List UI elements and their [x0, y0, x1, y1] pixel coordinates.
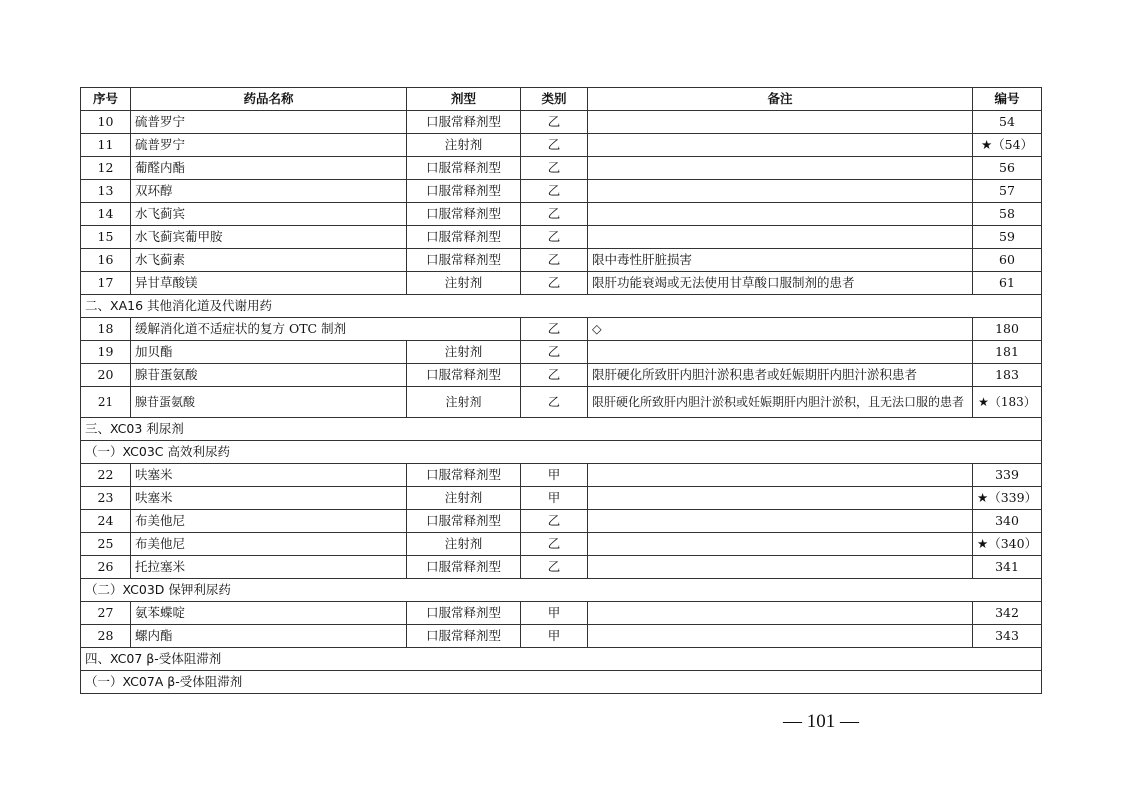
- cell-code: ★（339）: [973, 487, 1042, 510]
- cell-code: 59: [973, 226, 1042, 249]
- cell-no: 13: [81, 180, 131, 203]
- cell-category: 乙: [521, 387, 588, 418]
- cell-category: 乙: [521, 249, 588, 272]
- table-row: [81, 249, 1042, 272]
- cell-no: 11: [81, 134, 131, 157]
- cell-no: 27: [81, 602, 131, 625]
- section-row: [81, 671, 1042, 694]
- cell-name: 腺苷蛋氨酸: [131, 364, 407, 387]
- cell-no: 21: [81, 387, 131, 418]
- table-row: [81, 602, 1042, 625]
- section-title: （一）XC07A β-受体阻滞剂: [81, 671, 1042, 694]
- cell-category: 乙: [521, 157, 588, 180]
- table-row: [81, 341, 1042, 364]
- cell-name: 水飞蓟素: [131, 249, 407, 272]
- header-code: 编号: [973, 88, 1042, 111]
- cell-name: 氨苯蝶啶: [131, 602, 407, 625]
- cell-name: 水飞蓟宾: [131, 203, 407, 226]
- cell-form: 注射剂: [407, 387, 521, 418]
- cell-remarks: [588, 602, 973, 625]
- cell-no: 24: [81, 510, 131, 533]
- cell-category: 乙: [521, 203, 588, 226]
- cell-form: 口服常释剂型: [407, 226, 521, 249]
- table-row: [81, 157, 1042, 180]
- header-name: 药品名称: [131, 88, 407, 111]
- cell-code: 341: [973, 556, 1042, 579]
- cell-code: 342: [973, 602, 1042, 625]
- section-row: [81, 648, 1042, 671]
- cell-name: 布美他尼: [131, 533, 407, 556]
- cell-category: 甲: [521, 625, 588, 648]
- section-title: 二、XA16 其他消化道及代谢用药: [81, 295, 1042, 318]
- cell-remarks: [588, 556, 973, 579]
- header-category: 类别: [521, 88, 588, 111]
- table-row: [81, 134, 1042, 157]
- table-row: [81, 318, 1042, 341]
- cell-code: 340: [973, 510, 1042, 533]
- cell-name: 硫普罗宁: [131, 134, 407, 157]
- cell-name: 葡醛内酯: [131, 157, 407, 180]
- cell-category: 甲: [521, 464, 588, 487]
- cell-remarks: [588, 464, 973, 487]
- cell-remarks: [588, 625, 973, 648]
- cell-code: ★（183）: [973, 387, 1042, 418]
- cell-form: 口服常释剂型: [407, 203, 521, 226]
- cell-remarks: [588, 157, 973, 180]
- cell-category: 乙: [521, 226, 588, 249]
- cell-form: 口服常释剂型: [407, 157, 521, 180]
- cell-name: 水飞蓟宾葡甲胺: [131, 226, 407, 249]
- cell-name: 布美他尼: [131, 510, 407, 533]
- cell-category: 乙: [521, 533, 588, 556]
- cell-form: 口服常释剂型: [407, 364, 521, 387]
- cell-name: 呋塞米: [131, 487, 407, 510]
- cell-no: 25: [81, 533, 131, 556]
- page-number-text: — 101 —: [783, 711, 859, 732]
- cell-code: 58: [973, 203, 1042, 226]
- table-row: [81, 226, 1042, 249]
- table-row: [81, 510, 1042, 533]
- cell-form: 注射剂: [407, 341, 521, 364]
- cell-name: 异甘草酸镁: [131, 272, 407, 295]
- cell-no: 23: [81, 487, 131, 510]
- cell-name: 加贝酯: [131, 341, 407, 364]
- cell-code: 343: [973, 625, 1042, 648]
- cell-form: 口服常释剂型: [407, 625, 521, 648]
- drug-table: [80, 87, 1042, 694]
- cell-no: 18: [81, 318, 131, 341]
- cell-no: 19: [81, 341, 131, 364]
- table-row: [81, 487, 1042, 510]
- table-row: [81, 556, 1042, 579]
- table-body: [81, 111, 1042, 694]
- cell-code: ★（340）: [973, 533, 1042, 556]
- cell-no: 15: [81, 226, 131, 249]
- cell-form: 口服常释剂型: [407, 556, 521, 579]
- cell-remarks: [588, 533, 973, 556]
- cell-form: 口服常释剂型: [407, 464, 521, 487]
- cell-remarks: [588, 111, 973, 134]
- cell-category: 甲: [521, 602, 588, 625]
- cell-form: 注射剂: [407, 533, 521, 556]
- cell-no: 26: [81, 556, 131, 579]
- cell-no: 20: [81, 364, 131, 387]
- table-row: [81, 533, 1042, 556]
- cell-no: 28: [81, 625, 131, 648]
- table-row: [81, 625, 1042, 648]
- section-title: （一）XC03C 高效利尿药: [81, 441, 1042, 464]
- cell-form: 口服常释剂型: [407, 111, 521, 134]
- section-row: [81, 418, 1042, 441]
- cell-remarks: 限肝硬化所致肝内胆汁淤积或妊娠期肝内胆汁淤积，且无法口服的患者: [588, 387, 973, 418]
- cell-remarks: [588, 203, 973, 226]
- cell-remarks: 限中毒性肝脏损害: [588, 249, 973, 272]
- cell-code: 60: [973, 249, 1042, 272]
- cell-remarks: [588, 487, 973, 510]
- section-title: （二）XC03D 保钾利尿药: [81, 579, 1042, 602]
- table-row: [81, 464, 1042, 487]
- cell-code: 57: [973, 180, 1042, 203]
- section-row: [81, 579, 1042, 602]
- cell-code: 54: [973, 111, 1042, 134]
- cell-name: 硫普罗宁: [131, 111, 407, 134]
- header-form: 剂型: [407, 88, 521, 111]
- cell-form: 注射剂: [407, 487, 521, 510]
- cell-no: 10: [81, 111, 131, 134]
- table-row: [81, 387, 1042, 418]
- cell-remarks: [588, 134, 973, 157]
- cell-form: 注射剂: [407, 134, 521, 157]
- cell-form: 口服常释剂型: [407, 180, 521, 203]
- cell-code: ★（54）: [973, 134, 1042, 157]
- cell-category: 乙: [521, 364, 588, 387]
- table-row: [81, 203, 1042, 226]
- cell-name: 呋塞米: [131, 464, 407, 487]
- cell-code: 180: [973, 318, 1042, 341]
- table-row: [81, 364, 1042, 387]
- cell-category: 乙: [521, 180, 588, 203]
- cell-form: 注射剂: [407, 272, 521, 295]
- section-title: 四、XC07 β-受体阻滞剂: [81, 648, 1042, 671]
- cell-code: 56: [973, 157, 1042, 180]
- header-no: 序号: [81, 88, 131, 111]
- cell-remarks: [588, 341, 973, 364]
- cell-name: 托拉塞米: [131, 556, 407, 579]
- cell-name: 腺苷蛋氨酸: [131, 387, 407, 418]
- cell-name: 螺内酯: [131, 625, 407, 648]
- cell-no: 12: [81, 157, 131, 180]
- cell-form: 口服常释剂型: [407, 510, 521, 533]
- cell-category: 乙: [521, 272, 588, 295]
- section-row: [81, 441, 1042, 464]
- cell-no: 16: [81, 249, 131, 272]
- cell-no: 14: [81, 203, 131, 226]
- cell-remarks: [588, 510, 973, 533]
- cell-category: 甲: [521, 487, 588, 510]
- header-remarks: 备注: [588, 88, 973, 111]
- cell-name: 双环醇: [131, 180, 407, 203]
- cell-no: 17: [81, 272, 131, 295]
- section-row: [81, 295, 1042, 318]
- table-header-row: [81, 88, 1042, 111]
- cell-code: 339: [973, 464, 1042, 487]
- cell-remarks: ◇: [588, 318, 973, 341]
- cell-category: 乙: [521, 510, 588, 533]
- table-row: [81, 272, 1042, 295]
- cell-category: 乙: [521, 556, 588, 579]
- cell-form: 口服常释剂型: [407, 602, 521, 625]
- section-title: 三、XC03 利尿剂: [81, 418, 1042, 441]
- cell-code: 183: [973, 364, 1042, 387]
- cell-category: 乙: [521, 111, 588, 134]
- cell-category: 乙: [521, 341, 588, 364]
- cell-code: 61: [973, 272, 1042, 295]
- cell-remarks: [588, 226, 973, 249]
- cell-name: 缓解消化道不适症状的复方 OTC 制剂: [131, 318, 521, 341]
- cell-no: 22: [81, 464, 131, 487]
- cell-code: 181: [973, 341, 1042, 364]
- cell-form: 口服常释剂型: [407, 249, 521, 272]
- table-row: [81, 111, 1042, 134]
- cell-category: 乙: [521, 134, 588, 157]
- page-number: [0, 711, 1122, 733]
- cell-remarks: 限肝功能衰竭或无法使用甘草酸口服制剂的患者: [588, 272, 973, 295]
- cell-remarks: [588, 180, 973, 203]
- cell-category: 乙: [521, 318, 588, 341]
- table-row: [81, 180, 1042, 203]
- cell-remarks: 限肝硬化所致肝内胆汁淤积患者或妊娠期肝内胆汁淤积患者: [588, 364, 973, 387]
